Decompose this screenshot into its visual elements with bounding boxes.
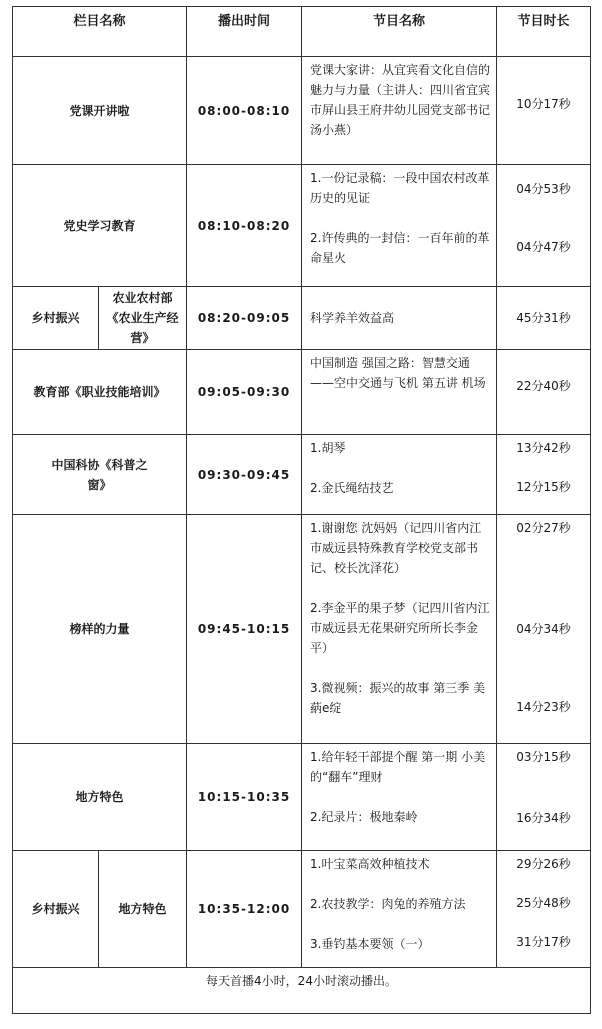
program-item: 中国制造 强国之路：智慧交通——空中交通与飞机 第五讲 机场 xyxy=(310,356,486,390)
column-name: 地方特色 xyxy=(13,744,187,851)
table-row xyxy=(13,515,591,744)
duration-value: 45分31秒 xyxy=(516,311,571,325)
column-name: 党史学习教育 xyxy=(13,165,187,287)
duration-value: 04分53秒 xyxy=(516,182,571,196)
footer-note: 每天首播4小时，24小时滚动播出。 xyxy=(13,968,591,1014)
column-main: 乡村振兴 xyxy=(13,287,99,350)
air-time: 08:00-08:10 xyxy=(187,57,302,165)
duration-value: 29分26秒 xyxy=(516,857,571,871)
table-row xyxy=(13,165,591,287)
program-item: 1.谢谢您 沈妈妈（记四川省内江市威远县特殊教育学校党支部书记、校长沈泽花） xyxy=(310,521,482,575)
air-time: 10:15-10:35 xyxy=(187,744,302,851)
header-column: 栏目名称 xyxy=(13,7,187,57)
duration-value: 03分15秒 xyxy=(516,750,571,764)
program-cell xyxy=(302,515,497,744)
table-row xyxy=(13,350,591,435)
duration-cell xyxy=(497,851,591,968)
column-sub: 地方特色 xyxy=(99,851,187,968)
program-item: 3.垂钓基本要领（一） xyxy=(310,937,430,951)
column-name: 党课开讲啦 xyxy=(13,57,187,165)
duration-value: 04分34秒 xyxy=(516,622,571,636)
duration-cell xyxy=(497,435,591,515)
air-time: 10:35-12:00 xyxy=(187,851,302,968)
program-cell xyxy=(302,287,497,350)
air-time: 09:05-09:30 xyxy=(187,350,302,435)
program-cell xyxy=(302,435,497,515)
duration-cell xyxy=(497,350,591,435)
duration-value: 02分27秒 xyxy=(516,521,571,535)
duration-value: 31分17秒 xyxy=(516,935,571,949)
duration-cell xyxy=(497,744,591,851)
column-name: 中国科协《科普之窗》 xyxy=(13,435,187,515)
header-row xyxy=(13,7,591,57)
duration-value: 22分40秒 xyxy=(516,379,571,393)
duration-value: 10分17秒 xyxy=(516,97,571,111)
program-cell xyxy=(302,165,497,287)
table-row xyxy=(13,287,591,350)
program-item: 2.李金平的果子梦（记四川省内江市威远县无花果研究所所长李金平） xyxy=(310,601,490,655)
duration-value: 12分15秒 xyxy=(516,480,571,494)
program-cell xyxy=(302,851,497,968)
duration-value: 14分23秒 xyxy=(516,700,571,714)
table-row xyxy=(13,851,591,968)
duration-cell xyxy=(497,287,591,350)
schedule-table xyxy=(12,6,591,1014)
footer-row xyxy=(13,968,591,1014)
duration-value: 16分34秒 xyxy=(516,811,571,825)
duration-cell xyxy=(497,165,591,287)
table-row xyxy=(13,435,591,515)
table-row xyxy=(13,744,591,851)
program-item: 2.农技教学：肉兔的养殖方法 xyxy=(310,897,466,911)
program-item: 1.叶宝菜高效种植技术 xyxy=(310,857,430,871)
column-main: 乡村振兴 xyxy=(13,851,99,968)
program-item: 2.纪录片：极地秦岭 xyxy=(310,810,418,824)
column-name: 教育部《职业技能培训》 xyxy=(13,350,187,435)
program-item: 党课大家讲：从宜宾看文化自信的魅力与力量（主讲人：四川省宜宾市屏山县王府井幼儿园党支部书记汤小燕） xyxy=(310,63,491,137)
header-time: 播出时间 xyxy=(187,7,302,57)
header-program: 节目名称 xyxy=(302,7,497,57)
air-time: 09:45-10:15 xyxy=(187,515,302,744)
duration-value: 13分42秒 xyxy=(516,441,571,455)
column-name: 榜样的力量 xyxy=(13,515,187,744)
header-duration: 节目时长 xyxy=(497,7,591,57)
duration-cell xyxy=(497,57,591,165)
program-item: 2.许传典的一封信：一百年前的革命星火 xyxy=(310,231,490,265)
program-item: 1.一份记录稿：一段中国农村改革历史的见证 xyxy=(310,171,490,205)
program-cell xyxy=(302,744,497,851)
table-row xyxy=(13,57,591,165)
program-item: 1.给年轻干部提个醒 第一期 小美的“翻车”理财 xyxy=(310,750,486,784)
duration-value: 25分48秒 xyxy=(516,896,571,910)
column-sub: 农业农村部《农业生产经营》 xyxy=(99,287,187,350)
program-cell xyxy=(302,57,497,165)
duration-value: 04分47秒 xyxy=(516,240,571,254)
program-item: 2.金氏绳结技艺 xyxy=(310,481,394,495)
air-time: 08:10-08:20 xyxy=(187,165,302,287)
program-cell xyxy=(302,350,497,435)
program-item: 科学养羊效益高 xyxy=(310,311,395,325)
air-time: 08:20-09:05 xyxy=(187,287,302,350)
duration-cell xyxy=(497,515,591,744)
program-item: 1.胡琴 xyxy=(310,441,346,455)
air-time: 09:30-09:45 xyxy=(187,435,302,515)
program-item: 3.微视频：振兴的故事 第三季 美蒳e绽 xyxy=(310,681,486,715)
